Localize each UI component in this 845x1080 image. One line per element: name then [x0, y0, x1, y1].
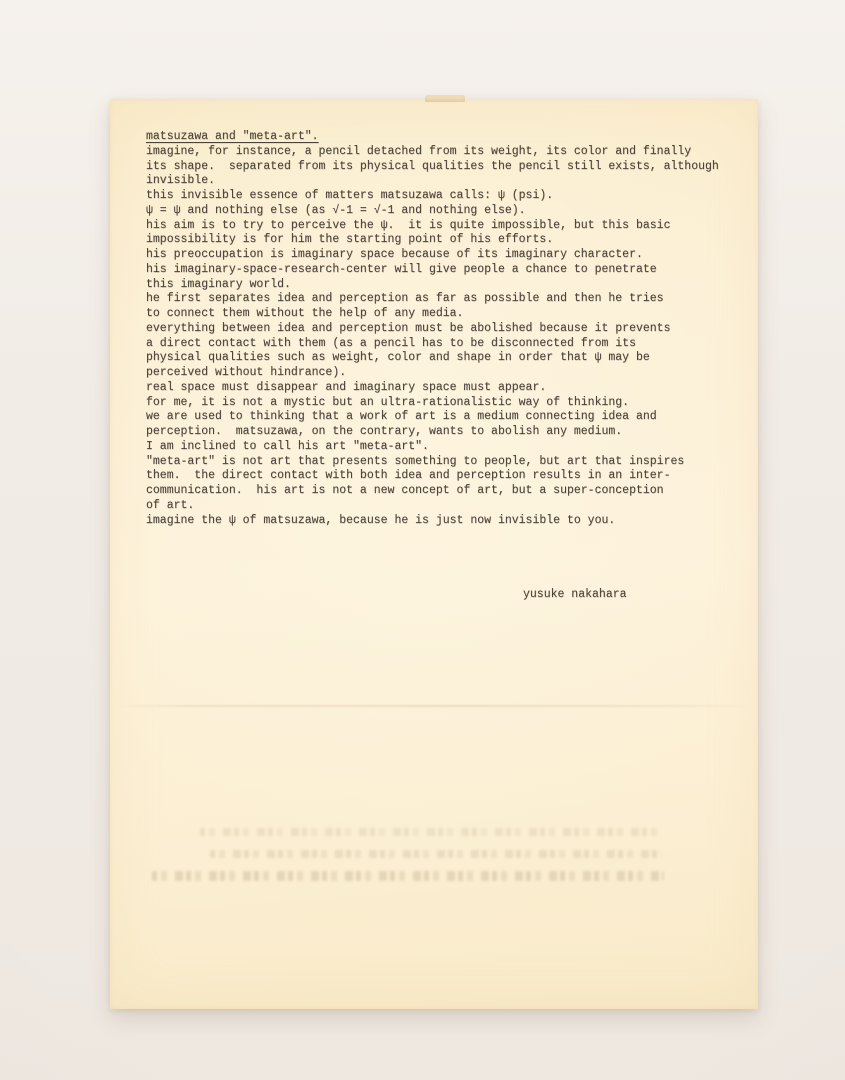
text-line: real space must disappear and imaginary space must appear. — [146, 380, 547, 394]
text-line: ψ = ψ and nothing else (as √-1 = √-1 and nothing else). — [146, 203, 526, 217]
text-line: everything between idea and perception must be abolished because it prevents — [146, 321, 671, 335]
text-line: to connect them without the help of any media. — [146, 307, 464, 320]
document-body — [146, 130, 719, 528]
paper-edge-tab — [425, 95, 465, 102]
text-line: invisible. — [146, 174, 216, 188]
text-line: communication. his art is not a new concept of art, but a super-conception — [146, 484, 664, 497]
text-line: imagine, for instance, a pencil detached from its weight, its color and finally — [146, 144, 692, 158]
text-line: his aim is to try to perceive the ψ. it is quite impossible, but this basic — [146, 218, 671, 232]
text-line: for me, it is not a mystic but an ultra-rationalistic way of thinking. — [146, 395, 630, 409]
text-line: we are used to thinking that a work of art is a medium connecting idea and — [146, 410, 657, 424]
text-line: its shape. separated from its physical qualities the pencil still exists, although — [146, 159, 719, 173]
document-title: matsuzawa and "meta-art". — [146, 130, 319, 143]
text-line: perception. matsuzawa, on the contrary, wants to abolish any medium. — [146, 425, 623, 438]
paper-sheet — [110, 99, 758, 1009]
text-line: perceived without hindrance). — [146, 366, 347, 379]
text-line: physical qualities such as weight, color and shape in order that ψ may be — [146, 351, 650, 365]
bleed-through-line — [152, 871, 664, 881]
paper-crease — [114, 705, 754, 707]
text-line: this invisible essence of matters matsuzawa calls: ψ (psi). — [146, 189, 554, 202]
bleed-through-line — [200, 828, 660, 836]
text-line: his imaginary-space-research-center will give people a chance to penetrate — [146, 262, 657, 276]
text-line: a direct contact with them (as a pencil has to be disconnected from its — [146, 336, 636, 350]
text-line: of art. — [146, 498, 195, 512]
text-line: this imaginary world. — [146, 277, 291, 291]
text-line: I am inclined to call his art "meta-art". — [146, 439, 429, 453]
bleed-through-line — [210, 850, 662, 858]
text-line: his preoccupation is imaginary space because of its imaginary character. — [146, 248, 643, 261]
text-line: them. the direct contact with both idea and perception results in an inter- — [146, 469, 671, 483]
text-line: he first separates idea and perception as far as possible and then he tries — [146, 292, 664, 306]
text-line: impossibility is for him the starting point of his efforts. — [146, 233, 554, 247]
text-line: "meta-art" is not art that presents something to people, but art that inspires — [146, 454, 685, 468]
text-line: imagine the ψ of matsuzawa, because he is just now invisible to you. — [146, 513, 616, 527]
signature: yusuke nakahara — [523, 588, 627, 601]
